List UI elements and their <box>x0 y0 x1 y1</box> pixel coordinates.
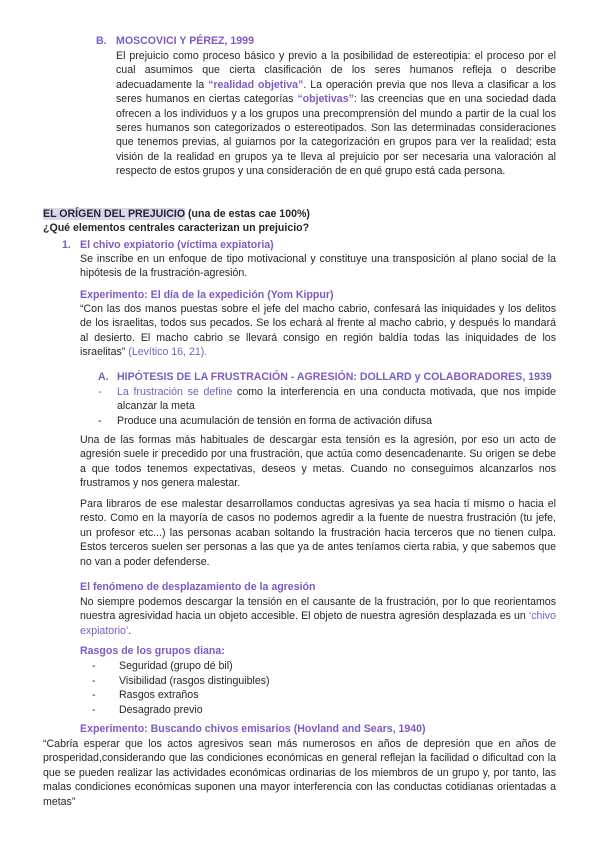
section-a-marker: A. <box>98 371 109 383</box>
experiment2-quote: “Cabría esperar que los actos agresivos sean más numerosos en años de depresión que en años de prosperidad,considerando que las condiciones económicas en general reflejan la facilidad o dificultad con la que se pueden realizar las actividades económicas ordinarias de los miembros de un grupo y, por tanto, las malas condiciones económicas suponen una mayor interferencia con las conductas cotidianas orientadas a metas” <box>43 738 556 808</box>
experiment1-quote-text: “Con las dos manos puestas sobre el jefe del macho cabrio, confesará las iniquidades y los delitos de los israelitas, todos sus pecados. Se los echará al frente al macho cabrio, y después lo mandará al desierto. El macho cabrio se llevará consigo en región baldía todas las iniquidades de los israelitas” <box>80 303 556 359</box>
item1-text: Se inscribe en un enfoque de tipo motivacional y constituye una transposición al plano social de la hipótesis de la frustración-agresión. <box>80 253 556 280</box>
item1-number: 1. <box>62 239 71 251</box>
item1-title: El chivo expiatorio (víctima expiatoria) <box>80 239 274 251</box>
bullet1-rest: como la interferencia en una conducta motivada, que nos impide alcanzar la meta <box>117 386 557 413</box>
trait-label: Seguridad (grupo dé bil) <box>119 660 233 672</box>
bullet2-dash: - <box>98 415 102 427</box>
experiment1-quote <box>80 302 556 360</box>
origin-question: ¿Qué elementos centrales caracterizan un prejuicio? <box>43 222 310 234</box>
paragraph-tension: Una de las formas más habituales de descargar esta tensión es la agresión, por eso un acto de agresión suele ir precedido por una frustración, que actúa como desencadenante. Su origen se debe a que todos tenemos expectativas, deseos y metas. Cuando no conseguimos alcanzarlos nos frustramos y nos genera malestar. <box>80 434 556 490</box>
section-b-heading: MOSCOVICI Y PÉREZ, 1999 <box>116 35 254 47</box>
displacement-body: No siempre podemos descargar la tensión en el causante de la frustración, por lo que reorientamos nuestra agresividad hacia un objeto accesible. El objeto de nuestra agresión desplazada es un <box>80 596 556 623</box>
origin-heading-line <box>43 207 310 221</box>
origin-heading: EL ORÍGEN DEL PREJUICIO <box>43 208 186 220</box>
paragraph-malestar: Para libraros de ese malestar desarrollamos conductas agresivas ya sea hacia tí mismo o hacia el resto. Como en la mayoría de casos no podemos agredir a la fuente de nuestra frustración (tu jefe, un profesor etc...) las personas acaban soltando la frustración hacia terceros que no tienen culpa. Estos terceros suelen ser personas a las que ya de antes teníamos cierta rabia, y que sabemos que no van a poder defenderse. <box>80 498 556 568</box>
origin-note: (una de estas cae 100%) <box>188 208 310 220</box>
trait-label: Desagrado previo <box>119 704 203 716</box>
bullet1-dash: - <box>98 386 102 398</box>
experiment1-title: Experimento: El día de la expedición (Yom Kippur) <box>80 289 334 301</box>
displacement-end: . <box>128 624 132 637</box>
trait-label: Visibilidad (rasgos distinguibles) <box>119 675 270 687</box>
chivo-expiatorio-term: ‘chivo expiatorio’ <box>80 610 556 637</box>
experiment1-quote-ref: (Levítico 16, 21). <box>128 346 208 359</box>
frustracion-definition-term: La frustración se define <box>117 386 233 398</box>
realidad-objetiva-term: “realidad objetiva” <box>208 78 304 91</box>
section-b-marker: B. <box>96 35 107 47</box>
experiment2-title: Experimento: Buscando chivos emisarios (Hovland and Sears, 1940) <box>80 723 426 735</box>
displacement-title: El fenómeno de desplazamiento de la agresión <box>80 581 316 593</box>
trait-label: Rasgos extraños <box>119 689 199 701</box>
section-b-text-start: El prejuicio como proceso básico y previo a la posibilidad de estereotipia: el proceso por el cual asumimos que cierta clasificación de los seres humanos refleja o describe adecuadamente la <box>116 50 556 91</box>
section-a-heading: HIPÓTESIS DE LA FRUSTRACIÓN - AGRESIÓN: DOLLARD y COLABORADORES, 1939 <box>117 371 552 383</box>
section-b-paragraph <box>116 49 556 179</box>
bullet1-text <box>117 385 556 414</box>
traits-title: Rasgos de los grupos diana: <box>80 645 225 657</box>
section-b-text-end: : las creencias que en una sociedad dada ofrecen a los individuos y a los grupos una precomprensión del mundo a partir de la cual los seres humanos son categorizados o estereotipados. Son las determinadas consideraciones que tenemos previas, al guiarnos por la categorización en grupos para ver la realidad; esta visión de la realidad en grupos ya te lleva al prejuicio por ser necesaria una valoración al respecto de estos grupos y una consideración de en qué grupo está cada persona. <box>116 93 556 178</box>
section-b-text-mid: . La operación previa que nos lleva a clasificar a los seres humanos en ciertas categorías <box>116 78 556 106</box>
objetivas-term: “objetivas” <box>297 93 354 106</box>
displacement-text <box>80 595 556 638</box>
bullet2-text: Produce una acumulación de tensión en forma de activación difusa <box>117 415 433 427</box>
